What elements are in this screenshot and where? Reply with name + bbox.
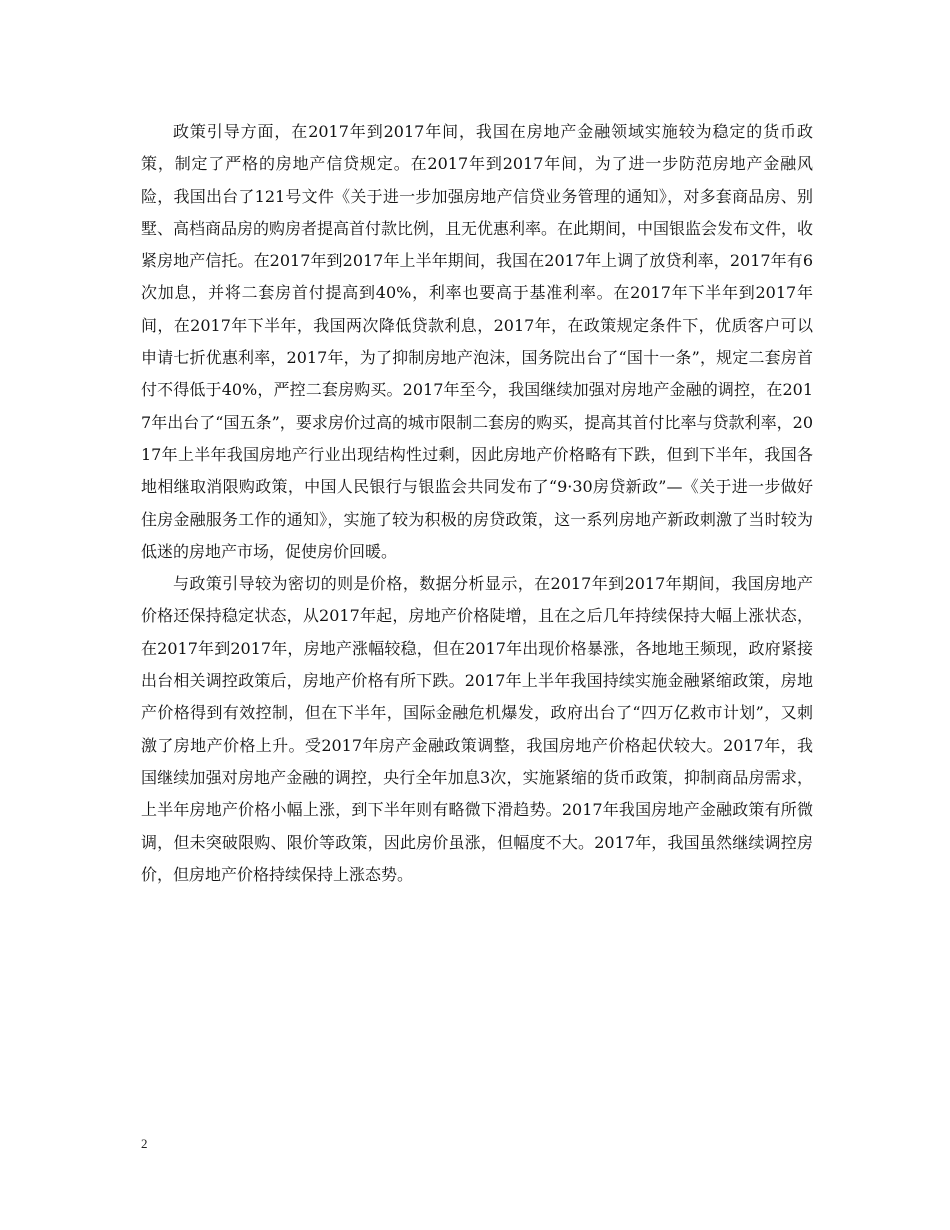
page-number: 2 — [141, 1136, 148, 1151]
body-text — [141, 116, 813, 891]
paragraph-price-trend: 与政策引导较为密切的则是价格，数据分析显示，在2017年到2017年期间，我国房地产价格还保持稳定状态，从2017年起，房地产价格陡增，且在之后几年持续保持大幅上涨状态，在2017年到2017年，房地产涨幅较稳，但在2017年出现价格暴涨，各地地王频现，政府紧接出台相关调控政策后，房地产价格有所下跌。2017年上半年我国持续实施金融紧缩政策，房地产价格得到有效控制，但在下半年，国际金融危机爆发，政府出台了“四万亿救市计划”，又刺激了房地产价格上升。受2017年房产金融政策调整，我国房地产价格起伏较大。2017年，我国继续加强对房地产金融的调控，央行全年加息3次，实施紧缩的货币政策，抑制商品房需求，上半年房地产价格小幅上涨，到下半年则有略微下滑趋势。2017年我国房地产金融政策有所微调，但未突破限购、限价等政策，因此房价虽涨，但幅度不大。2017年，我国虽然继续调控房价，但房地产价格持续保持上涨态势。 — [141, 574, 813, 884]
paragraph-policy-guidance: 政策引导方面，在2017年到2017年间，我国在房地产金融领域实施较为稳定的货币政策，制定了严格的房地产信贷规定。在2017年到2017年间，为了进一步防范房地产金融风险，我国出台了121号文件《关于进一步加强房地产信贷业务管理的通知》，对多套商品房、别墅、高档商品房的购房者提高首付款比例，且无优惠利率。在此期间，中国银监会发布文件，收紧房地产信托。在2017年到2017年上半年期间，我国在2017年上调了放贷利率，2017年有6次加息，并将二套房首付提高到40%，利率也要高于基准利率。在2017年下半年到2017年间，在2017年下半年，我国两次降低贷款利息，2017年，在政策规定条件下，优质客户可以申请七折优惠利率，2017年，为了抑制房地产泡沫，国务院出台了“国十一条”，规定二套房首付不得低于40%，严控二套房购买。2017年至今，我国继续加强对房地产金融的调控，在2017年出台了“国五条”，要求房价过高的城市限制二套房的购买，提高其首付比率与贷款利率，2017年上半年我国房地产行业出现结构性过剩，因此房地产价格略有下跌，但到下半年，我国各地相继取消限购政策，中国人民银行与银监会共同发布了“9·30房贷新政”—《关于进一步做好住房金融服务工作的通知》，实施了较为积极的房贷政策，这一系列房地产新政刺激了当时较为低迷的房地产市场，促使房价回暖。 — [141, 122, 814, 561]
